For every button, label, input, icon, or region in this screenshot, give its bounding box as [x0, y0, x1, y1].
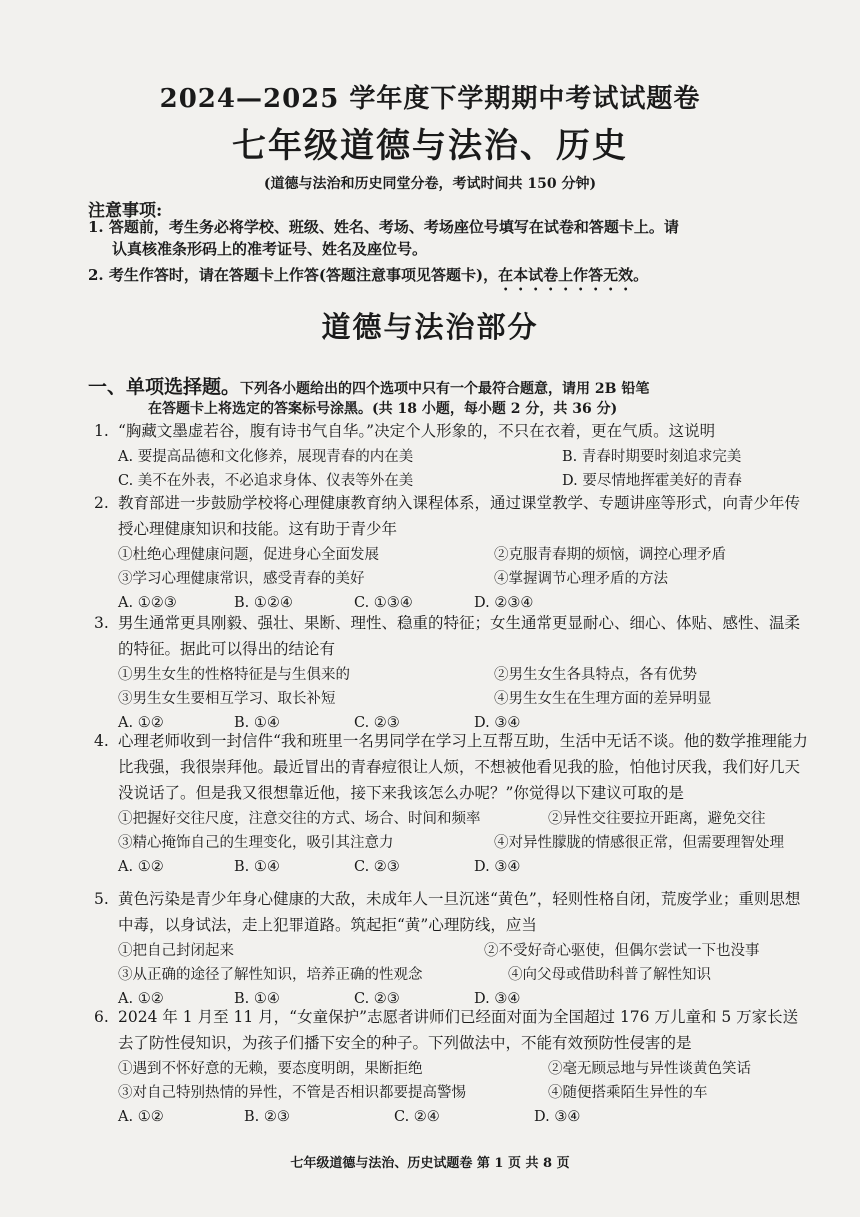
statement-row	[118, 962, 810, 986]
statement-1: ①把自己封闭起来	[118, 943, 234, 959]
statement-2: ②异性交往要拉开距离，避免交往	[548, 811, 766, 827]
option-c: C. ②③	[354, 991, 400, 1007]
statement-4: ④男生女生在生理方面的差异明显	[494, 691, 712, 707]
question-number: 2.	[94, 494, 109, 512]
option-a: A. 要提高品德和文化修养，展现青春的内在美	[118, 449, 414, 465]
exam-subject-title: 七年级道德与法治、历史	[232, 126, 628, 166]
statement-1: ①遇到不怀好意的无赖，要态度明朗，果断拒绝	[118, 1061, 423, 1077]
notice-item-1: 1. 答题前，考生务必将学校、班级、姓名、考场、考场座位号填写在试卷和答题卡上。请	[88, 218, 679, 236]
part-label: 一、单项选择题。	[88, 376, 241, 398]
statement-1: ①男生女生的性格特征是与生俱来的	[118, 667, 350, 683]
question-stem: 黄色污染是青少年身心健康的大敌，未成年人一旦沉迷“黄色”，轻则性格自闭，荒废学业；重则思想中毒，以身试法，走上犯罪道路。筑起拒“黄”心理防线，应当	[118, 890, 801, 934]
statement-3: ③学习心理健康常识，感受青春的美好	[118, 571, 365, 587]
notice-item-2-emphasis: 在本试卷上作答无效。	[498, 266, 649, 284]
statement-2: ②克服青春期的烦恼，调控心理矛盾	[494, 547, 726, 563]
option-b: B. ①④	[234, 991, 280, 1007]
option-row	[118, 1104, 810, 1128]
page-footer: 七年级道德与法治、历史试题卷 第 1 页 共 8 页	[290, 1156, 570, 1171]
statement-row	[118, 566, 810, 590]
statement-row	[118, 1080, 810, 1104]
section-title: 道德与法治部分	[321, 310, 539, 344]
statement-4: ④随便搭乘陌生异性的车	[548, 1085, 708, 1101]
part-heading	[88, 372, 649, 399]
question-number: 6.	[94, 1008, 109, 1026]
option-c: C. ②③	[354, 859, 400, 875]
option-row	[118, 444, 810, 468]
option-row	[118, 854, 810, 878]
statement-1: ①杜绝心理健康问题，促进身心全面发展	[118, 547, 379, 563]
option-b: B. ①②④	[234, 595, 293, 611]
statement-3: ③从正确的途径了解性知识，培养正确的性观念	[118, 967, 423, 983]
option-c: C. ②③	[354, 715, 400, 731]
notice-item-2	[88, 264, 818, 294]
exam-subtitle: (道德与法治和历史同堂分卷，考试时间共 150 分钟)	[263, 176, 597, 192]
question-number: 4.	[94, 732, 109, 750]
question-6	[94, 1004, 810, 1128]
statement-3: ③男生女生要相互学习、取长补短	[118, 691, 336, 707]
statement-4: ④掌握调节心理矛盾的方法	[494, 571, 668, 587]
option-c: C. ①③④	[354, 595, 413, 611]
question-1	[94, 418, 810, 492]
statement-2: ②不受好奇心驱使，但偶尔尝试一下也没事	[484, 943, 760, 959]
question-stem: 心理老师收到一封信件“我和班里一名男同学在学习上互帮互助，生活中无话不谈。他的数学推理能力比我强，我很崇拜他。最近冒出的青春痘很让人烦，不想被他看见我的脸，怕他讨厌我，我们好几天没说话了。但是我又很想靠近他，接下来我该怎么办呢？”你觉得以下建议可取的是	[118, 732, 808, 802]
option-b: B. ①④	[234, 859, 280, 875]
question-stem: 教育部进一步鼓励学校将心理健康教育纳入课程体系，通过课堂教学、专题讲座等形式，向青少年传授心理健康知识和技能。这有助于青少年	[118, 494, 801, 538]
part-description-2: 在答题卡上将选定的答案标号涂黑。(共 18 小题，每小题 2 分，共 36 分)	[148, 401, 618, 417]
statement-3: ③精心掩饰自己的生理变化，吸引其注意力	[118, 835, 394, 851]
option-d: D. ③④	[534, 1109, 581, 1125]
option-d: D. 要尽情地挥霍美好的青春	[562, 473, 742, 489]
question-number: 5.	[94, 890, 109, 908]
question-stem: “胸藏文墨虚若谷，腹有诗书气自华。”决定个人形象的，不只在衣着，更在气质。这说明	[118, 422, 716, 440]
option-c: C. ②④	[394, 1109, 440, 1125]
question-3	[94, 610, 810, 734]
option-b: B. ②③	[244, 1109, 290, 1125]
option-b: B. 青春时期要时刻追求完美	[562, 449, 742, 465]
option-a: A. ①②③	[118, 595, 177, 611]
statement-row	[118, 830, 810, 854]
option-b: B. ①④	[234, 715, 280, 731]
statement-2: ②男生女生各具特点，各有优势	[494, 667, 697, 683]
statement-2: ②毫无顾忌地与异性谈黄色笑话	[548, 1061, 751, 1077]
statement-row	[118, 686, 810, 710]
notice-item-2-main: 2. 考生作答时，请在答题卡上作答(答题注意事项见答题卡)，	[88, 266, 499, 284]
notice-item-1-cont: 认真核准条形码上的准考证号、姓名及座位号。	[112, 240, 428, 258]
statement-3: ③对自己特别热情的异性，不管是否相识都要提高警惕	[118, 1085, 466, 1101]
question-number: 1.	[94, 422, 109, 440]
question-2	[94, 490, 810, 614]
part-description: 下列各小题给出的四个选项中只有一个最符合题意，请用 2B 铅笔	[240, 381, 650, 397]
option-a: A. ①②	[118, 859, 164, 875]
option-a: A. ①②	[118, 1109, 164, 1125]
option-d: D. ②③④	[474, 595, 534, 611]
notice-heading: 注意事项:	[88, 201, 163, 221]
statement-4: ④向父母或借助科普了解性知识	[508, 967, 711, 983]
statement-row	[118, 938, 810, 962]
question-5	[94, 886, 810, 1010]
statement-4: ④对异性朦胧的情感很正常，但需要理智处理	[494, 835, 784, 851]
statement-row	[118, 806, 810, 830]
statement-row	[118, 662, 810, 686]
statement-row	[118, 542, 810, 566]
question-4	[94, 728, 810, 878]
question-stem: 2024 年 1 月至 11 月，“女童保护”志愿者讲师们已经面对面为全国超过 176 万儿童和 5 万家长送去了防性侵知识，为孩子们播下安全的种子。下列做法中，不能有效预防性侵害的是	[118, 1008, 799, 1052]
option-row	[118, 468, 810, 492]
option-d: D. ③④	[474, 859, 521, 875]
statement-1: ①把握好交往尺度，注意交往的方式、场合、时间和频率	[118, 811, 481, 827]
question-number: 3.	[94, 614, 109, 632]
question-stem: 男生通常更具刚毅、强壮、果断、理性、稳重的特征；女生通常更显耐心、细心、体贴、感性、温柔的特征。据此可以得出的结论有	[118, 614, 801, 658]
option-d: D. ③④	[474, 991, 521, 1007]
option-c: C. 美不在外表，不必追求身体、仪表等外在美	[118, 473, 414, 489]
option-a: A. ①②	[118, 715, 164, 731]
option-a: A. ①②	[118, 991, 164, 1007]
option-d: D. ③④	[474, 715, 521, 731]
exam-title: 2024—2025 学年度下学期期中考试试题卷	[159, 84, 701, 114]
statement-row	[118, 1056, 810, 1080]
